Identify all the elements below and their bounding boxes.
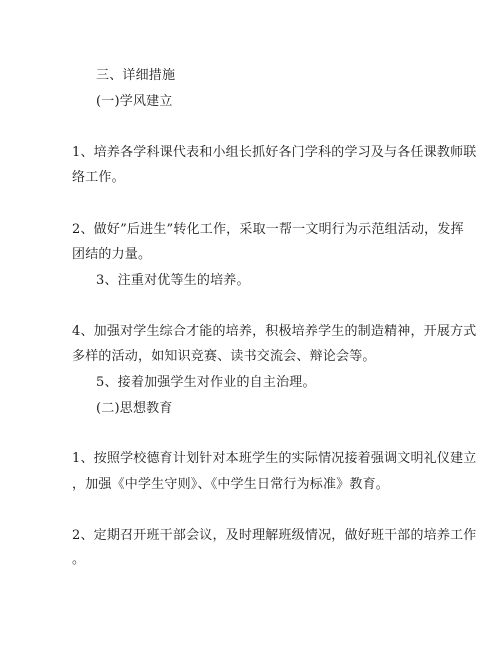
item-5: 5、接着加强学生对作业的自主治理。 bbox=[96, 375, 316, 390]
item-2-line-1: 2、做好”后进生”转化工作，采取一帮一文明行为示范组活动，发挥 bbox=[72, 222, 464, 237]
s2-item-1-line-2: ，加强《中学生守则》、《中学生日常行为标准》教育。 bbox=[72, 477, 390, 492]
item-1-line-1: 1、培养各学科课代表和小组长抓好各门学科的学习及与各任课教师联 bbox=[72, 145, 477, 160]
item-4-line-2: 多样的活动，如知识竞赛、读书交流会、辩论会等。 bbox=[72, 349, 376, 364]
s2-item-2-line-2: 。 bbox=[72, 552, 86, 567]
section-heading: 三、详细措施 bbox=[96, 68, 176, 83]
item-4-line-1: 4、加强对学生综合才能的培养，积极培养学生的制造精神，开展方式 bbox=[72, 324, 477, 339]
subsection-title-study-style: (一)学风建立 bbox=[96, 94, 173, 109]
subsection-title-ideological-education: (二)思想教育 bbox=[96, 401, 173, 416]
item-2-line-2: 团结的力量。 bbox=[72, 247, 152, 262]
s2-item-2-line-1: 2、定期召开班干部会议，及时理解班级情况，做好班干部的培养工作 bbox=[72, 528, 477, 543]
s2-item-1-line-1: 1、按照学校德育计划针对本班学生的实际情况接着强调文明礼仪建立 bbox=[72, 451, 477, 466]
item-3: 3、注重对优等生的培养。 bbox=[96, 273, 250, 288]
item-1-line-2: 络工作。 bbox=[72, 170, 125, 185]
